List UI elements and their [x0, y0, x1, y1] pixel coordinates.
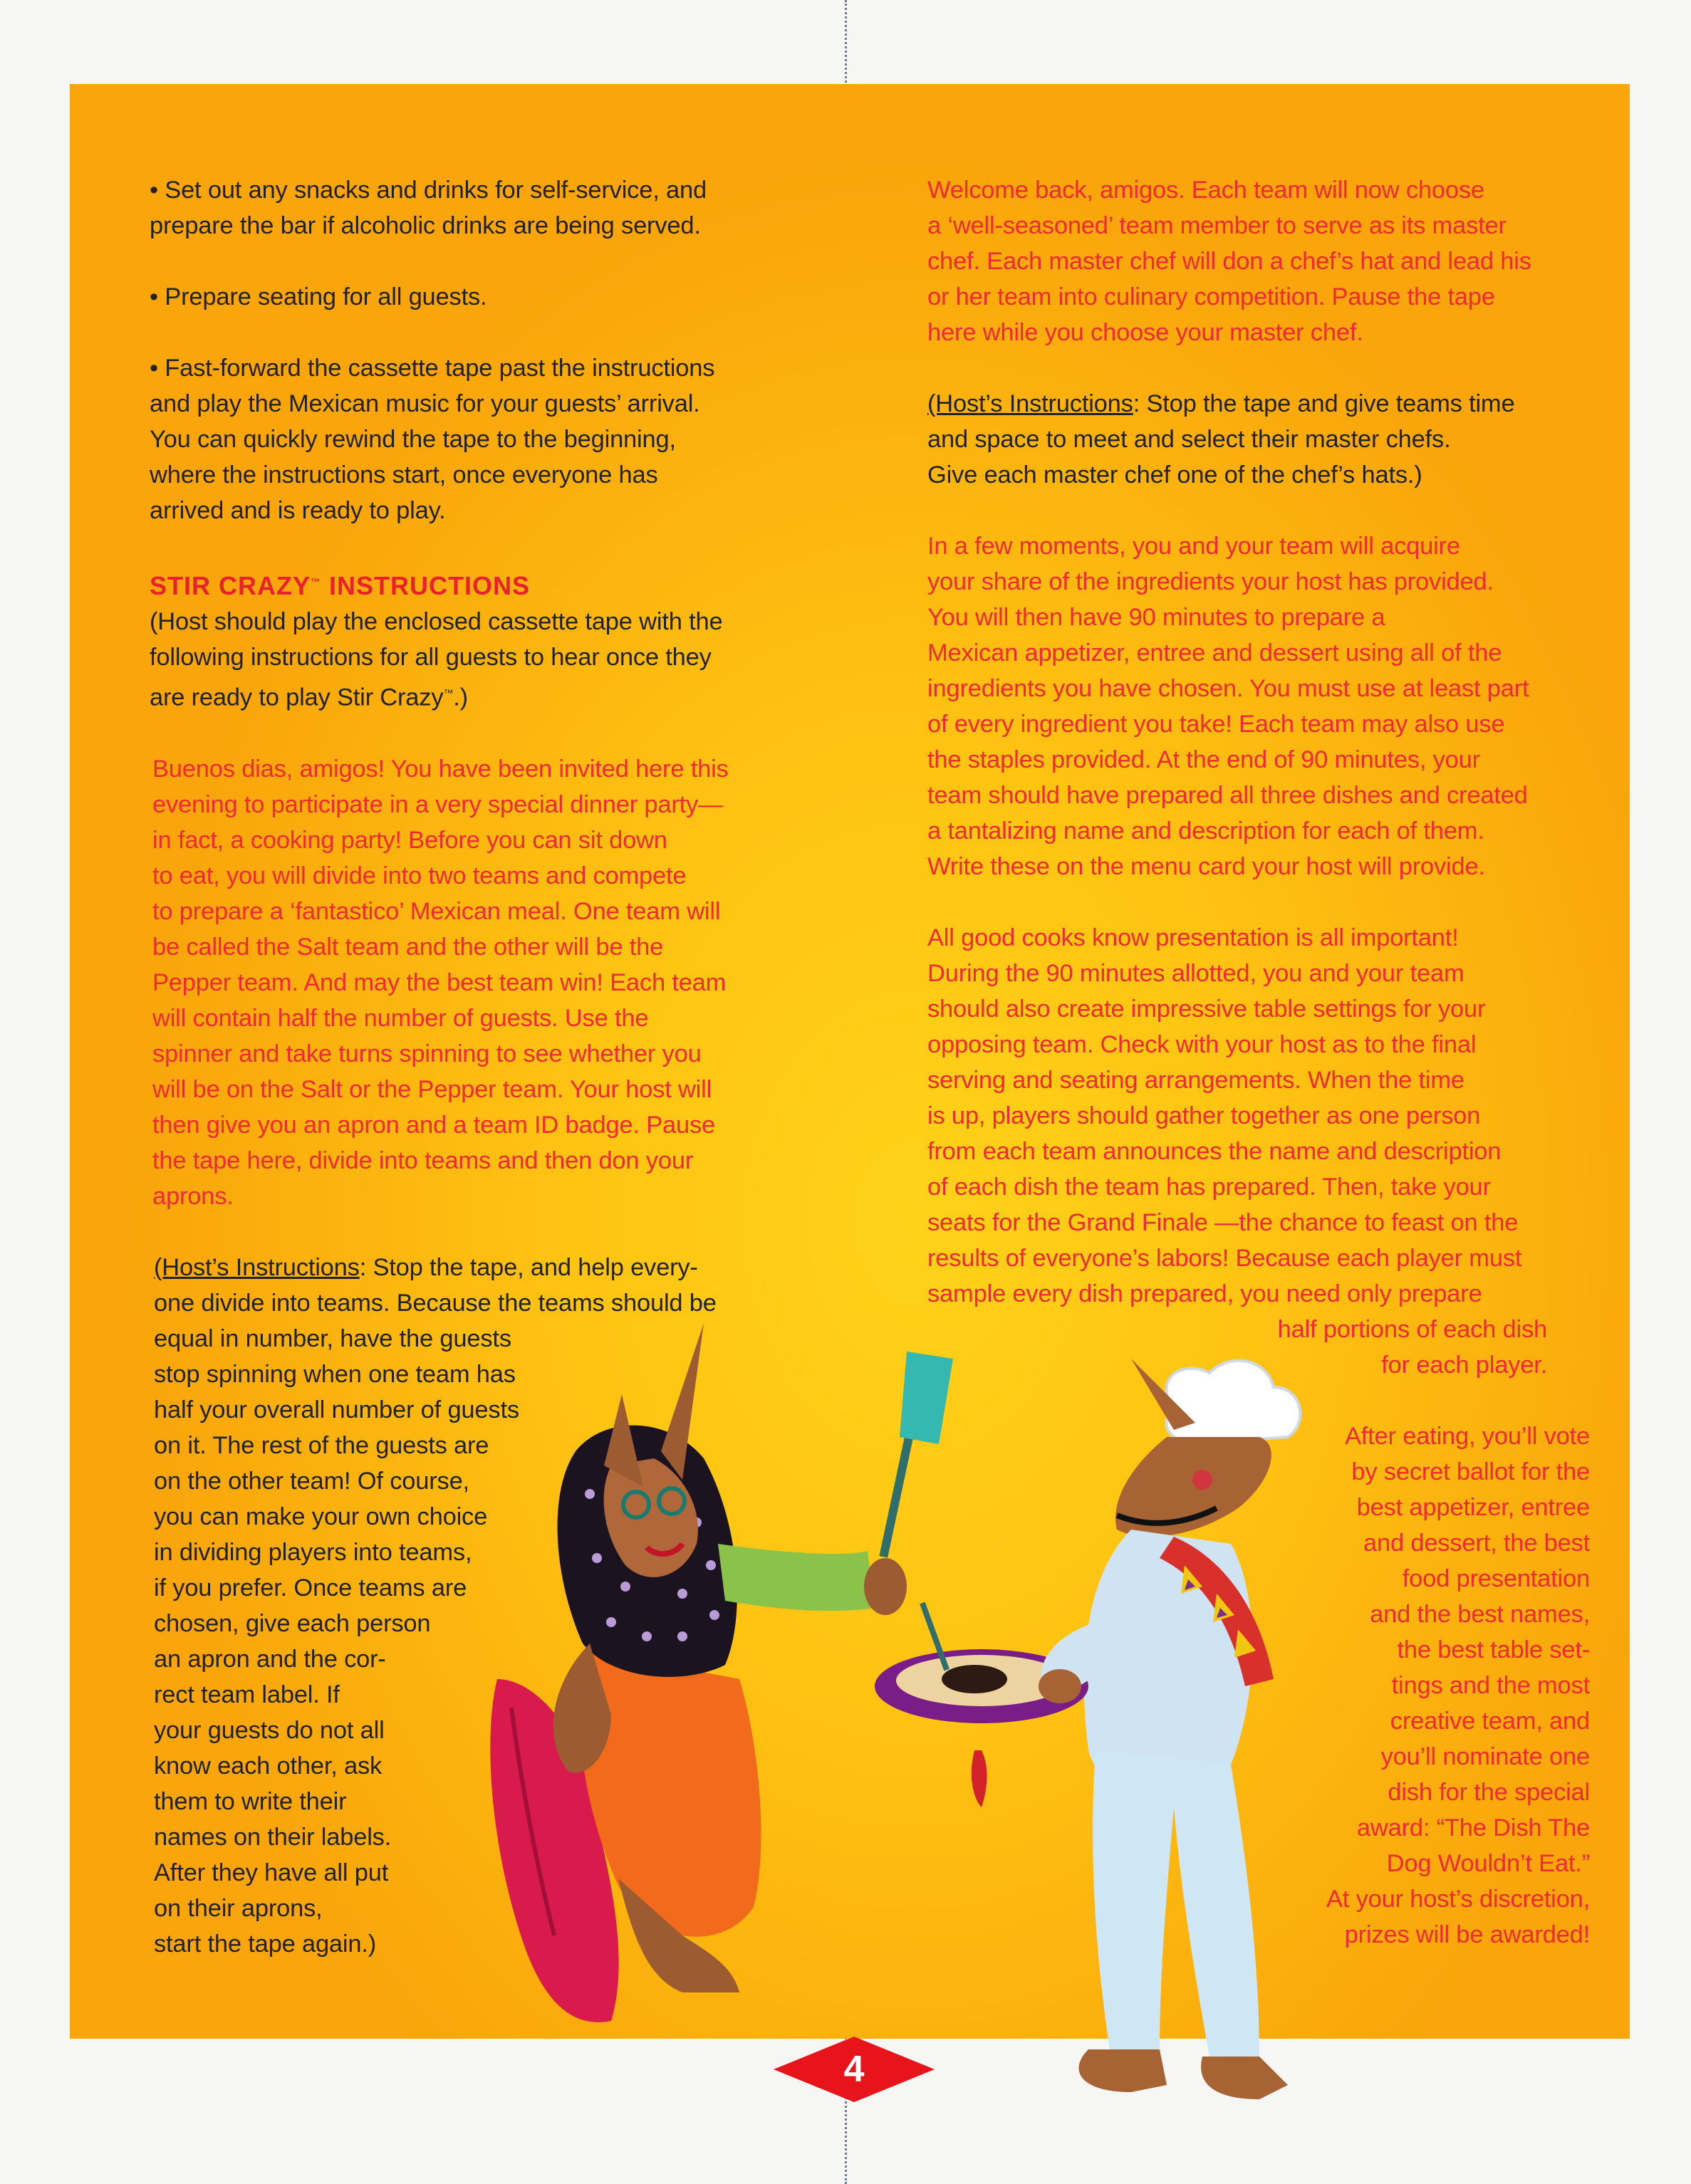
- text-line: is up, players should gather together as one person: [927, 1102, 1481, 1129]
- text-line: of every ingredient you take! Each team may also use: [927, 711, 1505, 738]
- text-line: if you prefer. Once teams are: [154, 1574, 467, 1602]
- text-line: of each dish the team has prepared. Then, take your: [927, 1174, 1491, 1201]
- heading-suffix: INSTRUCTIONS: [321, 571, 531, 600]
- tape-script-salt-pepper: [152, 751, 862, 1214]
- text-line: you can make your own choice: [154, 1503, 488, 1530]
- text-line: in dividing players into teams,: [154, 1538, 472, 1566]
- text-line: and play the Mexican music for your guests’ arrival.: [150, 390, 700, 417]
- text-line: results of everyone’s labors! Because each player must: [927, 1245, 1522, 1272]
- host-instructions-label: (Host’s Instructions: [154, 1253, 360, 1281]
- text-line: know each other, ask: [154, 1752, 383, 1780]
- text-line: seats for the Grand Finale —the chance to feast on the: [927, 1209, 1519, 1236]
- text-line: for each player.: [1381, 1352, 1547, 1379]
- intro-last-text: are ready to play Stir Crazy: [150, 684, 444, 711]
- text-line: the staples provided. At the end of 90 minutes, your: [927, 746, 1480, 773]
- text-line: creative team, and: [1390, 1708, 1590, 1735]
- text-line: In a few moments, you and your team will acquire: [927, 533, 1460, 560]
- intro-line: [150, 675, 862, 716]
- text-line: a ‘well-seasoned’ team member to serve as its master: [927, 212, 1507, 239]
- text-line: arrived and is ready to play.: [150, 497, 446, 524]
- text-line: You can quickly rewind the tape to the beginning,: [150, 426, 676, 453]
- text-line: ingredients you have chosen. You must use at least part: [927, 675, 1529, 702]
- intro-line: following instructions for all guests to hear once they: [150, 644, 712, 671]
- text-line: names on their labels.: [154, 1823, 392, 1851]
- text-line: and space to meet and select their master chefs.: [927, 426, 1451, 453]
- text-line: After eating, you’ll vote: [1344, 1423, 1590, 1450]
- text-line: here while you choose your master chef.: [927, 319, 1363, 346]
- text-line: opposing team. Check with your host as to the final: [927, 1031, 1477, 1058]
- text-line: team should have prepared all three dishes and created: [927, 782, 1528, 809]
- text-line: All good cooks know presentation is all important!: [927, 924, 1459, 951]
- intro-paragraph: [150, 604, 862, 716]
- text-line: and the best names,: [1370, 1601, 1590, 1628]
- text-line: chosen, give each person: [154, 1609, 431, 1637]
- text-line: will be on the Salt or the Pepper team. Your host will: [152, 1075, 712, 1103]
- booklet-page: [70, 84, 1630, 2039]
- heading-title: STIR CRAZY: [150, 571, 311, 600]
- text-line: in fact, a cooking party! Before you can sit down: [152, 826, 667, 854]
- host-instructions-label: (Host’s Instructions: [927, 390, 1133, 417]
- text-line: stop spinning when one team has: [154, 1360, 516, 1388]
- text-line: will contain half the number of guests. Use the: [152, 1004, 649, 1032]
- stir-crazy-instructions-section: [150, 564, 862, 716]
- text-line: Write these on the menu card your host will provide.: [927, 853, 1485, 880]
- text-line: your share of the ingredients your host has provided.: [927, 568, 1494, 595]
- text-line: Mexican appetizer, entree and dessert using all of the: [927, 639, 1502, 667]
- bullet-item: [150, 279, 862, 315]
- text-line: Buenos dias, amigos! You have been invited here this: [152, 755, 729, 783]
- host-instructions-chefs: [927, 386, 1611, 493]
- text-line: on it. The rest of the guests are: [154, 1431, 489, 1459]
- text-line: a tantalizing name and description for each of them.: [927, 817, 1484, 845]
- setup-bullets: [150, 172, 862, 528]
- tape-script-presentation: [927, 920, 1611, 1312]
- host-first-rest: : Stop the tape and give teams time: [1133, 390, 1515, 417]
- bullet-item: [150, 350, 862, 528]
- chef-dog-illustration: [860, 1352, 1359, 2121]
- text-line: dish for the special: [1388, 1779, 1590, 1806]
- tape-script-ingredients: [927, 528, 1611, 884]
- text-line: spinner and take turns spinning to see whether you: [152, 1040, 702, 1067]
- text-line: Give each master chef one of the chef’s hats.): [927, 461, 1422, 488]
- text-line: Welcome back, amigos. Each team will now choose: [927, 177, 1484, 204]
- text-line: an apron and the cor-: [154, 1645, 386, 1673]
- host-lines: [927, 422, 1611, 493]
- text-line: your guests do not all: [154, 1716, 385, 1744]
- text-line: • Prepare seating for all guests.: [150, 283, 487, 310]
- text-line: serving and seating arrangements. When the time: [927, 1067, 1464, 1094]
- intro-trademark: ™: [443, 687, 454, 699]
- text-line: start the tape again.): [154, 1930, 377, 1958]
- page-number: 4: [843, 2049, 865, 2090]
- text-line: be called the Salt team and the other will be the: [152, 933, 664, 961]
- host-first-rest: : Stop the tape, and help every-: [359, 1253, 698, 1281]
- text-line: During the 90 minutes allotted, you and your team: [927, 960, 1464, 987]
- text-line: on the other team! Of course,: [154, 1467, 469, 1495]
- heading-trademark: ™: [311, 576, 321, 587]
- page-number-badge: [774, 2037, 935, 2102]
- text-line: sample every dish prepared, you need only prepare: [927, 1280, 1482, 1307]
- text-line: and dessert, the best: [1363, 1530, 1590, 1557]
- text-line: evening to participate in a very special dinner party—: [152, 790, 723, 818]
- text-line: • Set out any snacks and drinks for self-service, and: [150, 177, 707, 204]
- text-line: to prepare a ‘fantastico’ Mexican meal. One team will: [152, 897, 721, 925]
- text-line: rect team label. If: [154, 1681, 340, 1708]
- text-line: At your host’s discretion,: [1326, 1886, 1590, 1913]
- text-line: After they have all put: [154, 1859, 389, 1886]
- text-line: you’ll nominate one: [1380, 1743, 1590, 1770]
- text-line: equal in number, have the guests: [154, 1324, 511, 1352]
- text-line: chef. Each master chef will don a chef’s hat and lead his: [927, 248, 1531, 275]
- text-line: the best table set-: [1397, 1636, 1590, 1663]
- text-line: Dog Wouldn’t Eat.”: [1386, 1850, 1590, 1877]
- text-line: You will then have 90 minutes to prepare a: [927, 604, 1385, 631]
- text-line: • Fast-forward the cassette tape past the instructions: [150, 355, 715, 382]
- text-line: by secret ballot for the: [1351, 1458, 1590, 1485]
- section-heading: [150, 564, 862, 604]
- text-line: or her team into culinary competition. Pause the tape: [927, 283, 1495, 310]
- text-line: on their aprons,: [154, 1894, 323, 1922]
- text-line: aprons.: [152, 1182, 234, 1210]
- text-line: the tape here, divide into teams and then don your: [152, 1146, 694, 1174]
- text-line: to eat, you will divide into two teams and compete: [152, 862, 687, 889]
- bullet-item: [150, 172, 862, 244]
- intro-end: .): [453, 684, 468, 711]
- text-line: them to write their: [154, 1787, 347, 1815]
- tape-script-master-chef: [927, 172, 1611, 350]
- text-line: food presentation: [1402, 1565, 1590, 1592]
- text-line: half portions of each dish: [1277, 1316, 1547, 1343]
- intro-line: (Host should play the enclosed cassette tape with the: [150, 608, 723, 635]
- host-first-line: [927, 386, 1611, 422]
- text-line: one divide into teams. Because the teams should be: [154, 1289, 717, 1317]
- text-line: best appetizer, entree: [1356, 1494, 1590, 1521]
- text-line: prepare the bar if alcoholic drinks are being served.: [150, 212, 701, 239]
- text-line: should also create impressive table settings for your: [927, 996, 1486, 1023]
- text-line: Pepper team. And may the best team win! Each team: [152, 968, 727, 996]
- text-line: tings and the most: [1391, 1672, 1590, 1699]
- text-line: where the instructions start, once everyone has: [150, 461, 658, 488]
- host-first-line: [154, 1250, 862, 1285]
- text-line: award: “The Dish The: [1356, 1814, 1590, 1841]
- text-line: then give you an apron and a team ID badge. Pause: [152, 1111, 716, 1139]
- text-line: half your overall number of guests: [154, 1396, 519, 1423]
- text-line: from each team announces the name and description: [927, 1138, 1502, 1165]
- text-line: prizes will be awarded!: [1344, 1921, 1590, 1948]
